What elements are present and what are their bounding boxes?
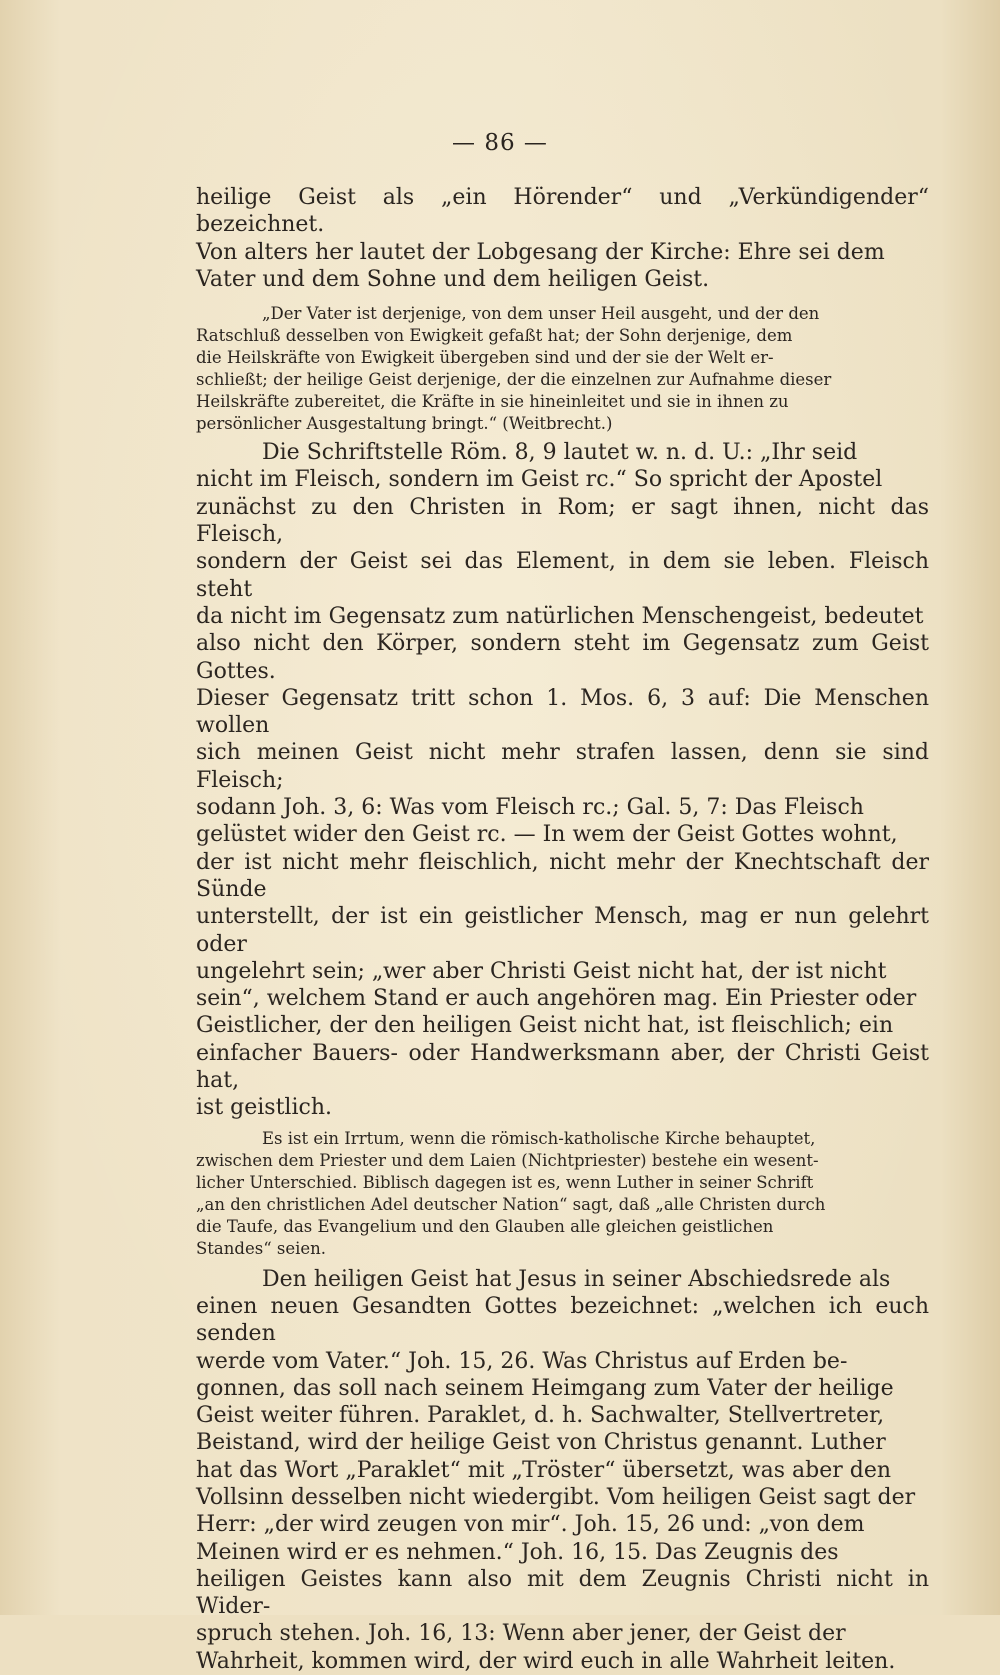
- text-line: Meinen wird er es nehmen.“ Joh. 16, 15. Das Zeugnis des: [196, 1539, 839, 1565]
- text-line: persönlicher Ausgestaltung bringt.“ (Weitbrecht.): [196, 414, 613, 434]
- text-line: Wahrheit, kommen wird, der wird euch in alle Wahrheit leiten.: [196, 1648, 896, 1674]
- text-line: sich meinen Geist nicht mehr strafen lassen, denn sie sind Fleisch;: [196, 740, 929, 793]
- text-line: gelüstet wider den Geist rc. — In wem der Geist Gottes wohnt,: [196, 822, 898, 848]
- text-line: hat das Wort „Paraklet“ mit „Tröster“ übersetzt, was aber den: [196, 1457, 892, 1483]
- paragraph-3: [196, 1266, 929, 1675]
- text-line: der ist nicht mehr fleischlich, nicht mehr der Knechtschaft der Sünde: [196, 849, 929, 902]
- text-line: Geistlicher, der den heiligen Geist nicht hat, ist fleischlich; ein: [196, 1013, 894, 1039]
- text-line: werde vom Vater.“ Joh. 15, 26. Was Christus auf Erden be-: [196, 1348, 848, 1374]
- paragraph-1: [196, 184, 929, 293]
- text-line: licher Unterschied. Biblisch dagegen ist es, wenn Luther in seiner Schrift: [196, 1172, 814, 1192]
- text-line: heiligen Geistes kann also mit dem Zeugnis Christi nicht in Wider-: [196, 1566, 929, 1620]
- text-line: Es ist ein Irrtum, wenn die römisch-katholische Kirche behauptet,: [262, 1128, 816, 1148]
- text-line: da nicht im Gegensatz zum natürlichen Menschengeist, bedeutet: [196, 603, 924, 629]
- page-number: — 86 —: [452, 130, 548, 156]
- text-line: Beistand, wird der heilige Geist von Christus genannt. Luther: [196, 1430, 886, 1456]
- text-line: Vollsinn desselben nicht wiedergibt. Vom heiligen Geist sagt der: [196, 1484, 916, 1510]
- text-line: „Der Vater ist derjenige, von dem unser Heil ausgeht, und der den: [262, 304, 820, 324]
- text-line: ungelehrt sein; „wer aber Christi Geist nicht hat, der ist nicht: [196, 958, 887, 984]
- text-line: Herr: „der wird zeugen von mir“. Joh. 15, 26 und: „von dem: [196, 1512, 865, 1538]
- text-line: Geist weiter führen. Paraklet, d. h. Sachwalter, Stellvertreter,: [196, 1403, 885, 1429]
- text-line: die Heilskräfte von Ewigkeit übergeben sind und der sie der Welt er-: [196, 348, 774, 368]
- text-line: die Taufe, das Evangelium und den Glauben alle gleichen geistlichen: [196, 1216, 774, 1236]
- text-line: Vater und dem Sohne und dem heiligen Geist.: [196, 266, 710, 292]
- text-line: einen neuen Gesandten Gottes bezeichnet: „welchen ich euch senden: [196, 1293, 929, 1347]
- text-line: Ratschluß desselben von Ewigkeit gefaßt hat; der Sohn derjenige, dem: [196, 326, 793, 346]
- text-line: Von alters her lautet der Lobgesang der Kirche: Ehre sei dem: [196, 239, 885, 265]
- text-line: einfacher Bauers- oder Handwerksmann aber, der Christi Geist hat,: [196, 1040, 929, 1094]
- text-line: Heilskräfte zubereitet, die Kräfte in sie hineinleitet und sie in ihnen zu: [196, 392, 789, 412]
- paragraph-2: [196, 439, 929, 1121]
- text-line: also nicht den Körper, sondern steht im Gegensatz zum Geist Gottes.: [196, 631, 929, 684]
- text-line: Den heiligen Geist hat Jesus in seiner Abschiedsrede als: [262, 1266, 891, 1292]
- text-line: Die Schriftstelle Röm. 8, 9 lautet w. n. d. U.: „Ihr seid: [262, 440, 858, 466]
- quote-paragraph: [196, 303, 929, 435]
- text-line: spruch stehen. Joh. 16, 13: Wenn aber jener, der Geist der: [196, 1621, 846, 1647]
- text-line: gonnen, das soll nach seinem Heimgang zum Vater der heilige: [196, 1375, 894, 1401]
- text-line: nicht im Fleisch, sondern im Geist rc.“ So spricht der Apostel: [196, 467, 883, 493]
- text-line: zwischen dem Priester und dem Laien (Nichtpriester) bestehe ein wesent-: [196, 1150, 819, 1170]
- text-line: heilige Geist als „ein Hörender“ und „Verkündigender“ bezeichnet.: [196, 185, 929, 238]
- text-line: schließt; der heilige Geist derjenige, der die einzelnen zur Aufnahme dieser: [196, 370, 832, 390]
- text-line: sondern der Geist sei das Element, in dem sie leben. Fleisch steht: [196, 549, 929, 602]
- body-text: [196, 184, 929, 1675]
- note-paragraph: [196, 1128, 929, 1260]
- text-line: zunächst zu den Christen in Rom; er sagt ihnen, nicht das Fleisch,: [196, 494, 929, 548]
- text-line: unterstellt, der ist ein geistlicher Mensch, mag er nun gelehrt oder: [196, 904, 929, 957]
- text-line: Standes“ seien.: [196, 1238, 327, 1258]
- text-line: Dieser Gegensatz tritt schon 1. Mos. 6, 3 auf: Die Menschen wollen: [196, 685, 929, 739]
- text-line: sodann Joh. 3, 6: Was vom Fleisch rc.; Gal. 5, 7: Das Fleisch: [196, 795, 864, 821]
- text-line: sein“, welchem Stand er auch angehören mag. Ein Priester oder: [196, 986, 917, 1012]
- text-line: „an den christlichen Adel deutscher Nation“ sagt, daß „alle Christen durch: [196, 1194, 826, 1214]
- text-line: ist geistlich.: [196, 1095, 332, 1121]
